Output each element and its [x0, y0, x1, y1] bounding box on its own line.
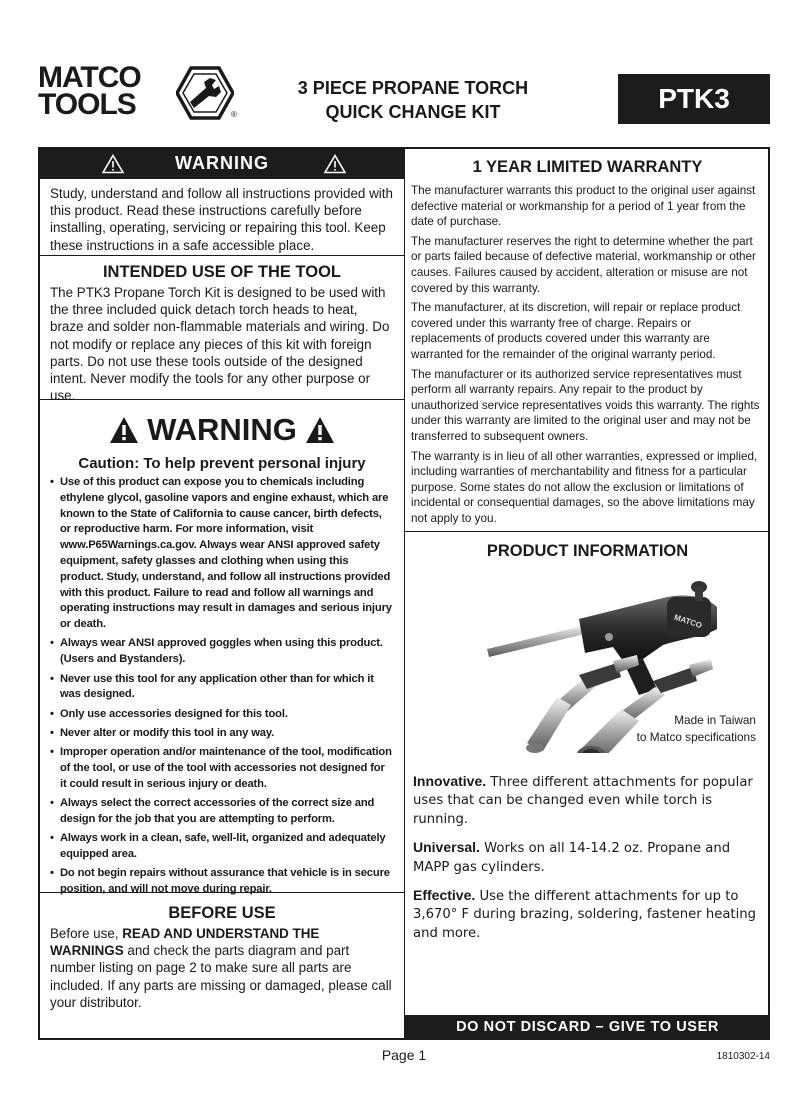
do-not-discard-banner: DO NOT DISCARD – GIVE TO USER: [405, 1015, 770, 1040]
caution-subheading: Caution: To help prevent personal injury: [78, 455, 366, 472]
warning-section: [40, 149, 404, 256]
product-info-section: [405, 532, 770, 1040]
feature-title: Universal.: [413, 839, 480, 856]
warning-bullet: • Never use this tool for any application other than for which it was designed.: [50, 672, 394, 704]
made-in-note: [637, 712, 756, 745]
content-frame: [38, 147, 770, 1040]
warning-bullet-list: [40, 475, 404, 898]
warning-bullet: • Improper operation and/or maintenance of the tool, modification of the tool, or use of the tool with accessories not designed for it could result in serious injury or death.: [50, 745, 394, 792]
page-number: Page 1: [381, 1047, 427, 1063]
feature-item: [413, 772, 758, 829]
big-warning-heading: [40, 410, 404, 450]
before-use-heading: BEFORE USE: [168, 904, 276, 922]
logo-line2: TOOLS: [38, 88, 136, 121]
warranty-paragraph: The manufacturer warrants this product to the original user against defective material or workmanship for a period of 1 year from the date of purchase.: [411, 184, 756, 229]
warranty-paragraph: The manufacturer or its authorized service representatives must perform all warranty repairs. Any repair to the product by unauthorized service representatives voids this warranty. The rights under this warranty are limited to the original user and may not be transferred to subsequent owners.: [411, 367, 760, 443]
warning-triangle-icon: [109, 416, 139, 444]
registered-mark: ®: [231, 110, 237, 119]
feature-title: Innovative.: [413, 773, 487, 789]
warning-triangle-icon: [324, 154, 346, 174]
warning-bullet: • Only use accessories designed for this tool.: [50, 707, 394, 723]
before-use-intro: Before use,: [50, 926, 123, 941]
logo-line1: MATCO: [38, 61, 141, 94]
warning-triangle-icon: [305, 416, 335, 444]
feature-text: Three different attachments for popular uses that can be changed even while torch is running.: [413, 775, 753, 827]
prop65-warning-section: [40, 400, 404, 896]
before-use-rest: and check the parts diagram and part number listing on page 2 to make sure all parts are included. If any parts are missing or damaged, please call your distributor.: [50, 943, 392, 1010]
before-use-emphasis: READ AND UNDERSTAND THE WARNINGS: [50, 926, 320, 959]
model-number-box: PTK3: [618, 74, 770, 124]
before-use-section: [40, 893, 404, 1038]
warning-bullet: • Always wear ANSI approved goggles when using this product. (Users and Bystanders).: [50, 636, 394, 668]
intended-use-text: The PTK3 Propane Torch Kit is designed to be used with the three included quick detach torch heads to heat, braze and solder non-flammable materials and wiring. Do not modify or replace any pieces of this kit with foreign parts. Do not use these tools outside of the designed intent. Never modify the tools for any other purpose or use.: [50, 285, 390, 404]
warranty-paragraph: The manufacturer reserves the right to determine whether the part or parts failed because of defective material, workmanship or other causes. Failures caused by accident, alteration or misuse are not covered by this warranty.: [411, 234, 756, 295]
warning-bullet: • Always select the correct accessories of the correct size and design for the job that you are attempting to perform.: [50, 796, 394, 828]
warning-heading: WARNING: [175, 153, 269, 173]
made-in-line2: to Matco specifications: [636, 729, 756, 744]
feature-item: [413, 886, 758, 943]
feature-text: Works on all 14-14.2 oz. Propane and MAPP gas cylinders.: [413, 841, 731, 875]
feature-text: Use the different attachments for up to 3,670° F during brazing, soldering, fastener heating and more.: [413, 889, 756, 941]
wrench-hex-icon: [176, 66, 234, 120]
warranty-text: [405, 179, 770, 526]
intended-use-section: [40, 256, 404, 404]
right-column: [405, 149, 770, 1038]
warning-bullet: • Do not begin repairs without assurance that vehicle is in secure position, and will not move during repair.: [50, 866, 394, 898]
warning-header-bar: [40, 149, 404, 179]
warning-bullet: • Use of this product can expose you to chemicals including ethylene glycol, gasoline vapors and engine exhaust, which are known to the State of California to cause cancer, birth defects, or reproductive harm. For more information, visit www.P65Warnings.ca.gov. Always wear ANSI approved safety equipment, safety glasses and clothing when using this product. Study, understand, and follow all instructions provided with this product. Failure to read and follow all warnings and operating instructions may result in damages and serious injury or death.: [50, 475, 394, 633]
warning-bullet: • Never alter or modify this tool in any way.: [50, 726, 394, 742]
before-use-text: [40, 925, 404, 1011]
warning-bullet: • Always work in a clean, safe, well-lit, organized and adequately equipped area.: [50, 831, 394, 863]
matco-tools-logo: [38, 61, 238, 122]
logo-wordmark: [38, 61, 141, 121]
made-in-line1: Made in Taiwan: [674, 713, 756, 727]
big-warning-label: WARNING: [147, 412, 297, 447]
torch-brand-label: MATCO: [673, 612, 704, 631]
warranty-heading: 1 YEAR LIMITED WARRANTY: [472, 158, 703, 176]
feature-item: [413, 838, 758, 877]
document-title: [268, 76, 558, 124]
left-column: [40, 149, 405, 1038]
warranty-section: [405, 149, 770, 532]
torch-tube: [487, 625, 589, 657]
title-line2: QUICK CHANGE KIT: [325, 102, 501, 122]
document-id: 1810302-14: [716, 1051, 770, 1062]
feature-title: Effective.: [413, 887, 476, 904]
warranty-paragraph: The manufacturer, at its discretion, will repair or replace product covered under this warranty free of charge. Repairs or replacements of products covered under this warranty are warranted for the remainder of the original warranty period.: [411, 301, 741, 361]
feature-list: [413, 772, 758, 952]
intended-use-heading: INTENDED USE OF THE TOOL: [102, 263, 342, 281]
warranty-paragraph: The warranty is in lieu of all other warranties, expressed or implied, including warranties of merchantability and fitness for a particular purpose. Some states do not allow the exclusion or limitations of incidental or consequential damages, so the above limitations may not apply to you.: [411, 449, 758, 525]
warning-text: Study, understand and follow all instructions provided with this product. Read these instructions carefully before installing, operating, servicing or repairing this tool. Keep these instructions in a safe accessible place.: [50, 186, 393, 253]
product-info-heading: PRODUCT INFORMATION: [486, 542, 689, 560]
title-line1: 3 PIECE PROPANE TORCH: [297, 78, 529, 98]
